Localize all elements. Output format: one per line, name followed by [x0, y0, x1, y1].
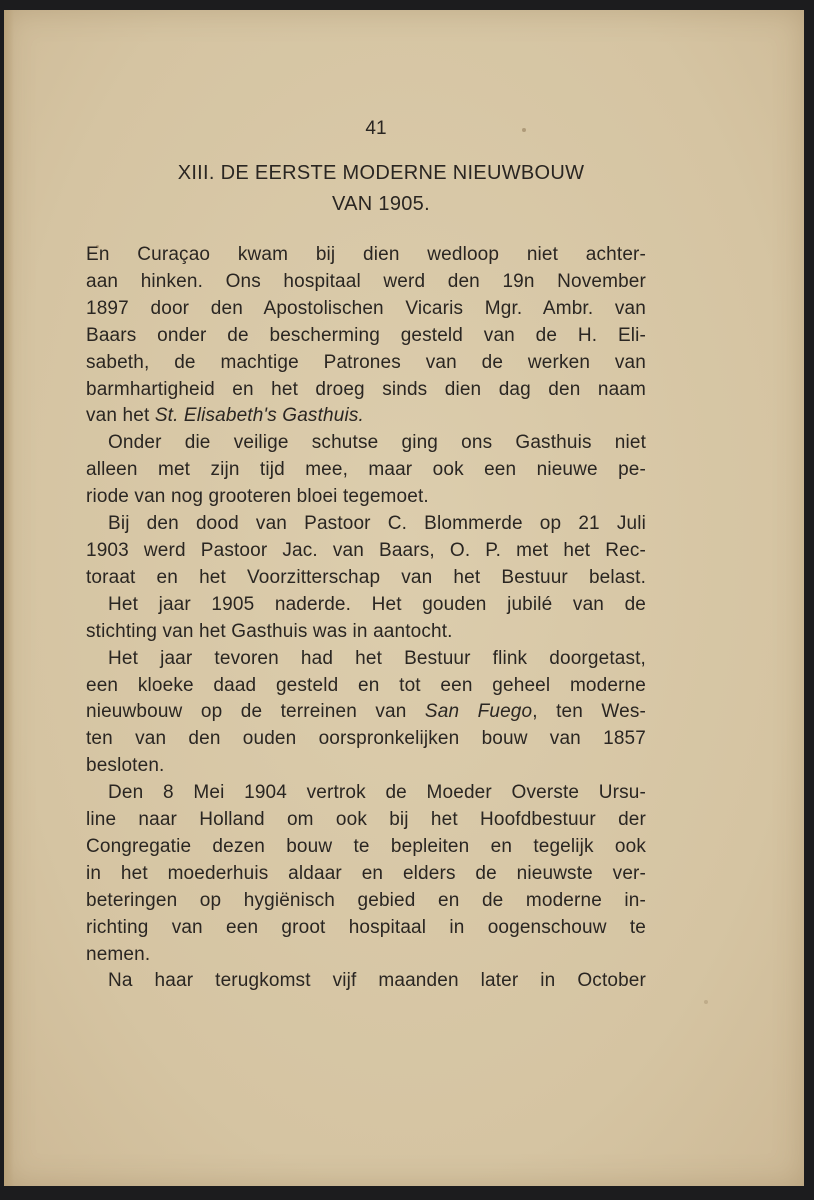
- text-line: 1897 door den Apostolischen Vicaris Mgr. Ambr. van: [86, 297, 646, 319]
- paper-speck: [704, 1000, 708, 1004]
- text-line: Onder die veilige schutse ging ons Gasthuis niet: [108, 432, 646, 454]
- text-fragment: nieuwbouw op de terreinen van: [86, 701, 425, 723]
- text-line: aan hinken. Ons hospitaal werd den 19n November: [86, 270, 646, 292]
- text-line: Den 8 Mei 1904 vertrok de Moeder Overste Ursu-: [108, 782, 646, 804]
- text-line: Het jaar 1905 naderde. Het gouden jubilé van de: [108, 593, 646, 615]
- text-line: sabeth, de machtige Patrones van de werken van: [86, 351, 646, 373]
- text-line: [86, 699, 646, 726]
- body-text: [86, 242, 646, 995]
- text-line: toraat en het Voorzitterschap van het Bestuur belast.: [86, 566, 646, 588]
- text-line: Het jaar tevoren had het Bestuur flink doorgetast,: [108, 647, 646, 669]
- italic-title: St. Elisabeth's Gasthuis.: [154, 405, 364, 427]
- text-line: En Curaçao kwam bij dien wedloop niet achter-: [86, 244, 646, 265]
- text-fragment: van het: [86, 405, 155, 427]
- text-line: Bij den dood van Pastoor C. Blommerde op 21 Juli: [108, 513, 646, 535]
- text-line: een kloeke daad gesteld en tot een geheel moderne: [86, 674, 646, 696]
- text-line: in het moederhuis aldaar en elders de nieuwste ver-: [86, 862, 646, 884]
- chapter-title-line-2: VAN 1905.: [332, 193, 430, 215]
- text-line: barmhartigheid en het droeg sinds dien dag den naam: [86, 378, 646, 400]
- book-page: [4, 10, 804, 1186]
- text-line: ten van den ouden oorspronkelijken bouw van 1857: [86, 728, 646, 750]
- text-line: alleen met zijn tijd mee, maar ook een nieuwe pe-: [86, 459, 646, 481]
- text-line: riode van nog grooteren bloei tegemoet.: [86, 486, 429, 508]
- text-line: Congregatie dezen bouw te bepleiten en tegelijk ook: [86, 835, 646, 857]
- text-line: line naar Holland om ook bij het Hoofdbestuur der: [86, 809, 646, 831]
- paragraph-7: [86, 968, 646, 995]
- paragraph-4: [86, 592, 646, 646]
- text-line: besloten.: [86, 755, 165, 777]
- text-line: richting van een groot hospitaal in oogenschouw te: [86, 916, 646, 938]
- text-line: Baars onder de bescherming gesteld van de H. Eli-: [86, 324, 646, 346]
- page-binding-edge: [4, 10, 14, 1186]
- text-line: Na haar terugkomst vijf maanden later in October: [108, 970, 646, 992]
- text-line: nemen.: [86, 943, 151, 965]
- paragraph-2: [86, 430, 646, 511]
- paragraph-5: [86, 646, 646, 781]
- text-line: beteringen op hygiënisch gebied en de moderne in-: [86, 889, 646, 911]
- paragraph-1: [86, 242, 646, 430]
- page-number: 41: [365, 118, 387, 139]
- chapter-title-line-1: XIII. DE EERSTE MODERNE NIEUWBOUW: [177, 162, 585, 184]
- chapter-title: [116, 158, 646, 220]
- paragraph-3: [86, 511, 646, 592]
- paragraph-6: [86, 780, 646, 968]
- text-line: [86, 403, 646, 430]
- text-line: stichting van het Gasthuis was in aantocht.: [86, 620, 453, 642]
- page-content: [86, 118, 646, 995]
- text-line: 1903 werd Pastoor Jac. van Baars, O. P. met het Rec-: [86, 539, 646, 561]
- text-fragment: , ten Wes-: [532, 701, 647, 723]
- italic-place-name: San Fuego: [424, 701, 533, 723]
